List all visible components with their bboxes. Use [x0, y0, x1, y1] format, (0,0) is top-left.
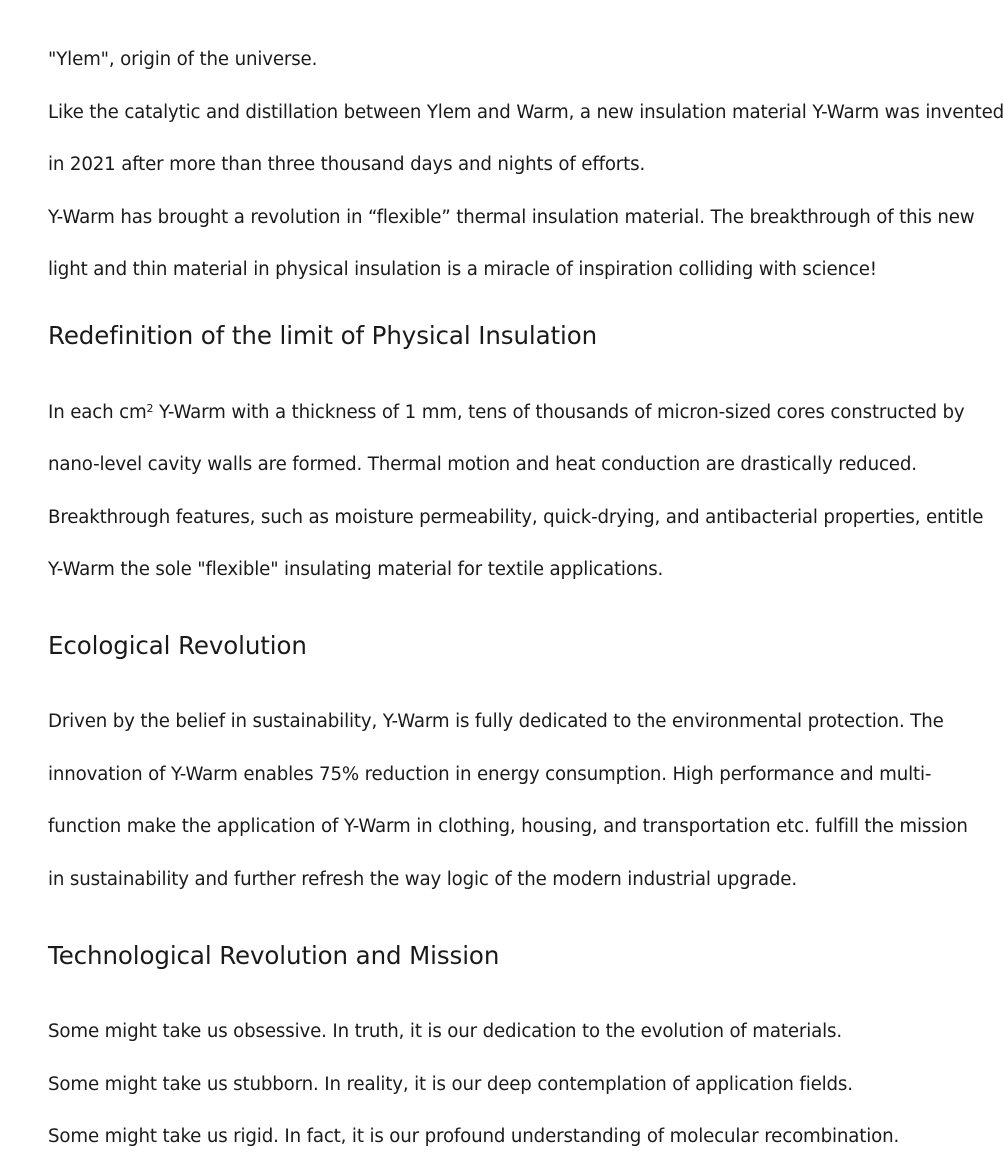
- section3-line-3: Some might take us rigid. In fact, it is our profound understanding of molecular recombination.: [48, 1126, 900, 1147]
- section1-line-1-before-sup: In each cm: [48, 402, 147, 423]
- section2-line-1: Driven by the belief in sustainability, Y-Warm is fully dedicated to the environmental protection. The: [48, 711, 944, 732]
- intro-line-2: Like the catalytic and distillation between Ylem and Warm, a new insulation material Y-Warm was invented: [48, 102, 1004, 123]
- section1-line-2: nano-level cavity walls are formed. Thermal motion and heat conduction are drastically reduced.: [48, 454, 917, 475]
- section3-line-1: Some might take us obsessive. In truth, it is our dedication to the evolution of materials.: [48, 1021, 842, 1042]
- intro-line-3: in 2021 after more than three thousand days and nights of efforts.: [48, 154, 646, 175]
- superscript-2: 2: [146, 402, 154, 415]
- section1-line-1: [48, 401, 990, 425]
- intro-line-4: Y-Warm has brought a revolution in “flexible” thermal insulation material. The breakthrough of this new: [48, 207, 975, 228]
- section2-line-3: function make the application of Y-Warm in clothing, housing, and transportation etc. fulfill the mission: [48, 816, 968, 837]
- intro-line-1: "Ylem", origin of the universe.: [48, 49, 318, 70]
- section2-line-2: innovation of Y-Warm enables 75% reduction in energy consumption. High performance and multi-: [48, 764, 932, 785]
- section-heading-ecological-revolution: Ecological Revolution: [48, 631, 307, 660]
- section1-line-1-after-sup: Y-Warm with a thickness of 1 mm, tens of thousands of micron-sized cores constructed by: [153, 402, 965, 423]
- section-heading-physical-insulation: Redefinition of the limit of Physical Insulation: [48, 321, 598, 350]
- section1-line-3: Breakthrough features, such as moisture permeability, quick-drying, and antibacterial properties, entitle: [48, 507, 984, 528]
- section3-line-2: Some might take us stubborn. In reality, it is our deep contemplation of application fields.: [48, 1074, 853, 1095]
- section1-line-4: Y-Warm the sole "flexible" insulating material for textile applications.: [48, 559, 664, 580]
- section-heading-technological-revolution: Technological Revolution and Mission: [48, 941, 500, 970]
- section2-line-4: in sustainability and further refresh the way logic of the modern industrial upgrade.: [48, 869, 797, 890]
- intro-line-5: light and thin material in physical insulation is a miracle of inspiration colliding with science!: [48, 259, 877, 280]
